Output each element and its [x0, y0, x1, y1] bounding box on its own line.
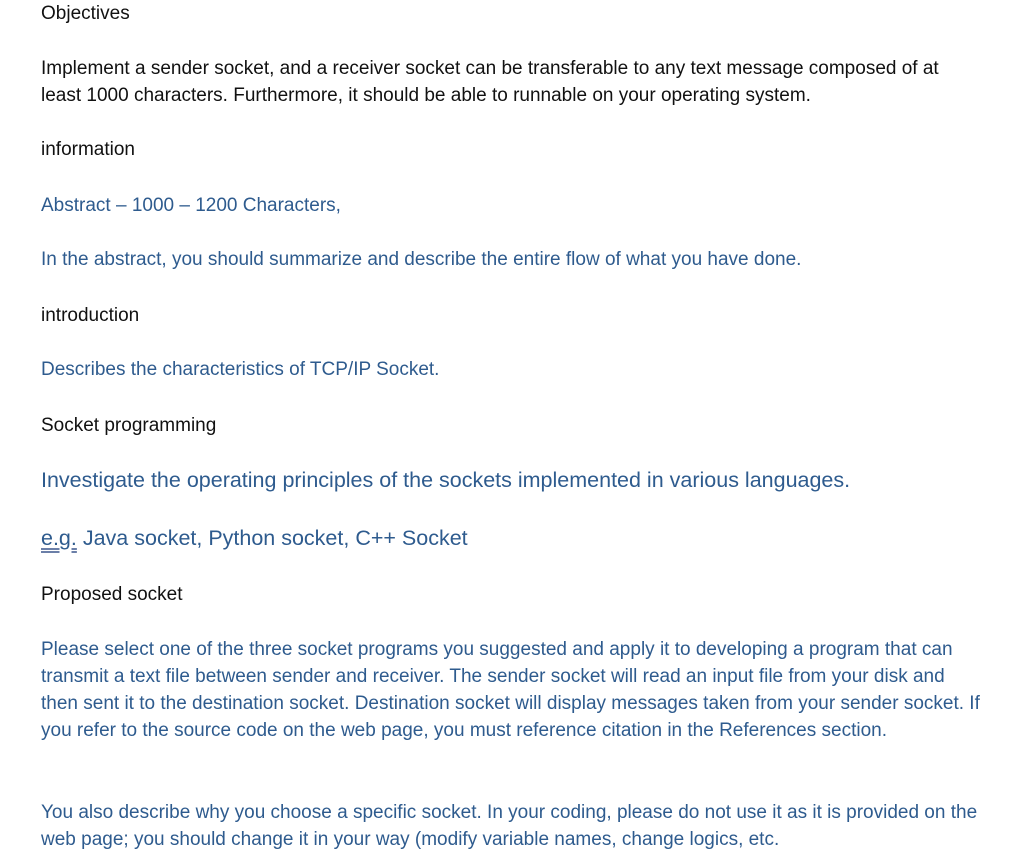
socket-programming-heading: Socket programming: [41, 415, 217, 436]
introduction-heading: introduction: [41, 305, 140, 326]
socket-programming-text: Investigate the operating principles of the sockets implemented in various languages.: [41, 468, 851, 492]
specific-socket-text: You also describe why you choose a specific socket. In your coding, please do not use it as it is provided on the web page; you should change it in your way (modify variable names, change logics, etc.: [41, 802, 978, 850]
introduction-text: Describes the characteristics of TCP/IP Socket.: [41, 359, 440, 380]
examples-text: Java socket, Python socket, C++ Socket: [76, 526, 468, 550]
abstract-label: Abstract – 1000 – 1200 Characters,: [41, 195, 341, 216]
eg-abbreviation: e.g.: [41, 526, 77, 550]
abstract-text: In the abstract, you should summarize and describe the entire flow of what you have done.: [41, 249, 802, 270]
proposed-socket-text: Please select one of the three socket programs you suggested and apply it to developing a program that can transmit a text file between sender and receiver. The sender socket will read an input file from your disk and then sent it to the destination socket. Destination socket will display messages taken from your sender socket. If you refer to the source code on the web page, you must reference citation in the References section.: [41, 639, 980, 741]
examples-line: [41, 525, 468, 552]
proposed-socket-heading: Proposed socket: [41, 584, 183, 605]
objectives-heading: Objectives: [41, 3, 130, 24]
information-heading: information: [41, 139, 135, 160]
objectives-text: Implement a sender socket, and a receiver socket can be transferable to any text message composed of at least 1000 characters. Furthermore, it should be able to runnable on your operating system.: [41, 58, 939, 106]
